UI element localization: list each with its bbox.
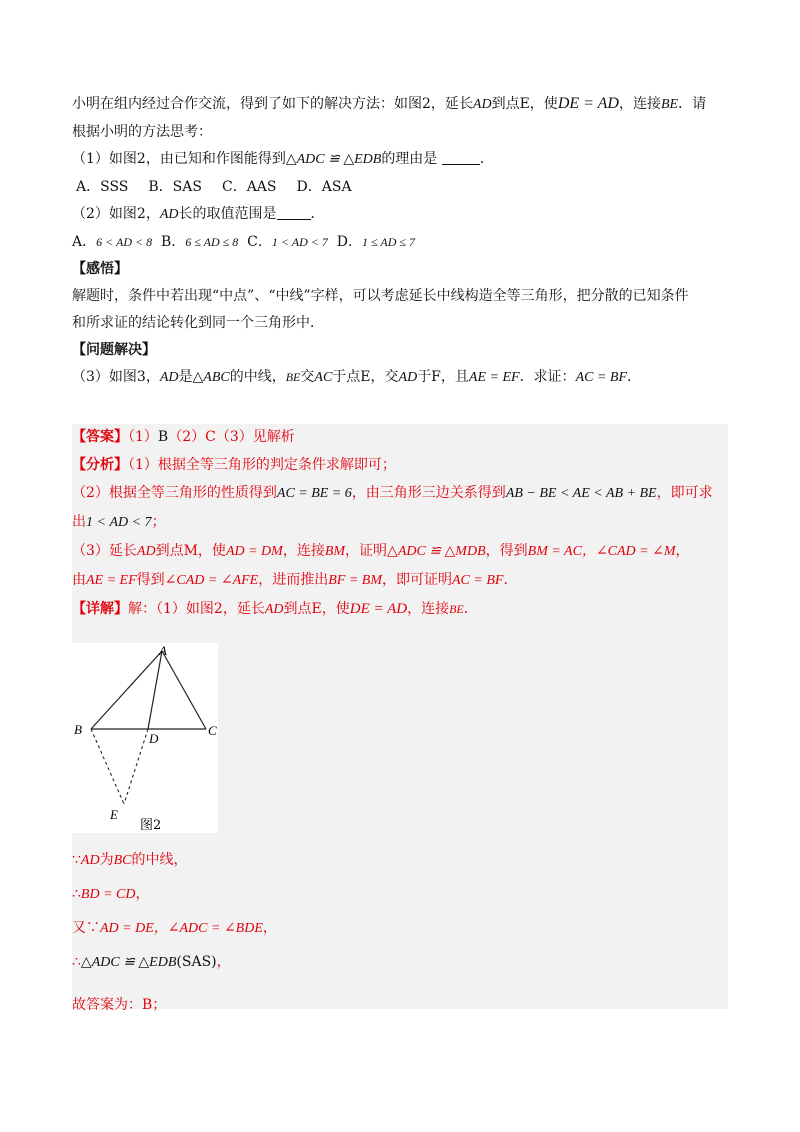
proof-line-4: ∴△ADC ≌ △EDB(SAS)，: [72, 954, 231, 970]
proof-line-5: 故答案为：B；: [72, 997, 167, 1013]
analysis-line-3: 出1 < AD < 7；: [72, 514, 166, 530]
option-d[interactable]: D．1 ≤ AD ≤ 7: [336, 234, 415, 250]
insight-line-1: 解题时，条件中若出现“中点”、“中线”字样，可以考虑延长中线构造全等三角形，把分散的已知条件: [72, 288, 689, 304]
detail-line: 【详解】解：（1）如图2，延长AD到点E，使DE = AD，连接BE．: [72, 601, 478, 617]
triangle-diagram: [72, 643, 218, 833]
problem-heading: 【问题解决】: [72, 342, 156, 358]
option-a[interactable]: A．6 < AD < 8: [72, 234, 153, 250]
proof-line-2: ∴BD = CD，: [72, 886, 150, 902]
analysis-line-2: （2）根据全等三角形的性质得到AC = BE = 6，由三角形三边关系得到AB − BE < AE < AB + BE，即可求: [72, 485, 713, 501]
option-c[interactable]: C．AAS: [221, 179, 277, 195]
analysis-line-4: （3）延长AD到点M，使AD = DM，连接BM，证明△ADC ≌ △MDB，得到BM = AC，∠CAD = ∠M，: [72, 543, 690, 559]
proof-section: [72, 850, 728, 1028]
answer-blank-2[interactable]: [277, 205, 311, 220]
option-b[interactable]: B．SAS: [148, 179, 202, 195]
question-2: （2）如图2，AD长的取值范围是 ．: [72, 206, 325, 222]
question-1: （1）如图2，由已知和作图能得到△ADC ≌ △EDB的理由是 ．: [72, 151, 494, 167]
question-3: （3）如图3，AD是△ABC的中线，BE交AC于点E，交AD于F，且AE = EF．求证：AC = BF．: [72, 369, 642, 385]
label-a: A: [159, 643, 167, 658]
answer-blank-1[interactable]: [442, 150, 480, 165]
intro-line-2: 根据小明的方法思考：: [72, 124, 212, 140]
insight-line-2: 和所求证的结论转化到同一个三角形中．: [72, 315, 324, 331]
figure-2: [72, 643, 218, 833]
segment-be: [91, 729, 124, 804]
option-d[interactable]: D．ASA: [296, 179, 352, 195]
question-2-options: [72, 232, 728, 252]
segment-ab: [91, 651, 162, 729]
question-1-options: [72, 177, 728, 197]
intro-line-1: 小明在组内经过合作交流，得到了如下的解决方法：如图2，延长AD到点E，使DE = AD，连接BE．请: [72, 95, 707, 112]
detail-tag: 【详解】: [72, 601, 128, 617]
answer-tag: 【答案】: [72, 429, 128, 445]
label-d: D: [149, 731, 159, 746]
figure-caption: 图2: [140, 818, 162, 833]
proof-line-1: ∵AD为BC的中线，: [72, 852, 188, 868]
label-c: C: [208, 723, 217, 738]
label-e: E: [110, 807, 118, 822]
analysis-line-1: 【分析】（1）根据全等三角形的判定条件求解即可；: [72, 457, 396, 473]
segment-de: [124, 729, 148, 804]
answer-line: 【答案】（1）B（2）C（3）见解析: [72, 429, 295, 445]
option-a[interactable]: A．SSS: [76, 179, 129, 195]
segment-ad: [148, 651, 162, 729]
option-b[interactable]: B．6 ≤ AD ≤ 8: [161, 234, 239, 250]
analysis-line-5: 由AE = EF得到∠CAD = ∠AFE，进而推出BF = BM，即可证明AC = BF．: [72, 572, 518, 588]
label-b: B: [74, 722, 82, 737]
analysis-tag: 【分析】: [72, 457, 128, 473]
segment-ac: [162, 651, 206, 729]
insight-heading: 【感悟】: [72, 261, 128, 277]
proof-line-3: 又∵AD = DE，∠ADC = ∠BDE，: [72, 920, 277, 936]
question-section: [72, 94, 728, 395]
option-c[interactable]: C．1 < AD < 7: [247, 234, 328, 250]
